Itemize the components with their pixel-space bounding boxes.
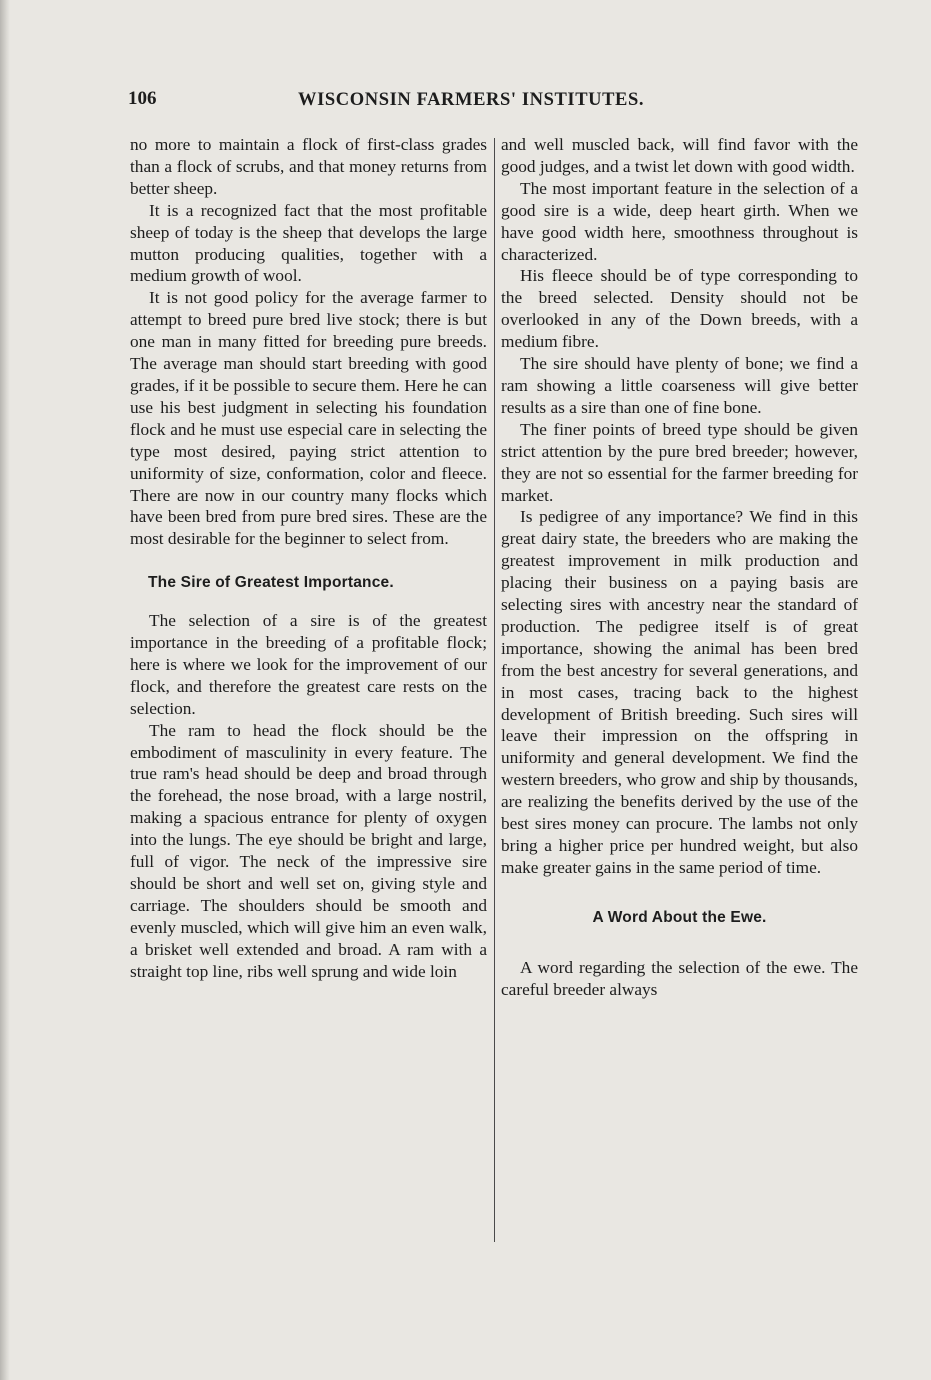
running-title: WISCONSIN FARMERS' INSTITUTES. xyxy=(298,90,645,110)
paragraph: no more to maintain a flock of first-class grades than a flock of scrubs, and that money returns from better sheep. xyxy=(130,135,487,198)
paragraph: His fleece should be of type corresponding to the breed selected. Density should not be overlooked in any of the Down breeds, with a medium fibre. xyxy=(501,266,858,352)
left-column xyxy=(130,134,487,983)
paragraph: The finer points of breed type should be given strict attention by the pure bred breeder; however, they are not so essential for the farmer breeding for market. xyxy=(501,419,858,505)
paragraph: and well muscled back, will find favor with the good judges, and a twist let down with good width. xyxy=(501,135,858,176)
paragraph: A word regarding the selection of the ewe. The careful breeder always xyxy=(501,957,858,999)
paragraph: Is pedigree of any importance? We find in this great dairy state, the breeders who are making the greatest improvement in milk production and placing their business on a paying basis are selecting sires with ancestry near the standard of production. The pedigree itself is of great importance, showing the animal has been bred from the best ancestry for several generations, and in most cases, tracing back to the highest development of British breeding. Such sires will leave their impression on the offspring in uniformity and general development. We find the western breeders, who grow and ship by thousands, are realizing the benefits derived by the use of the best sires money can procure. The lambs not only bring a higher price per hundred weight, but also make greater gains in the same period of time. xyxy=(501,507,858,877)
paragraph: The ram to head the flock should be the embodiment of masculinity in every feature. The true ram's head should be deep and broad through the forehead, the nose broad, with a large nostril, making a spacious entrance for plenty of oxygen into the lungs. The eye should be bright and large, full of vigor. The neck of the impressive sire should be short and well set on, giving style and carriage. The shoulders should be smooth and evenly muscled, which will give him an even walk, a brisket well extended and broad. A ram with a straight top line, ribs well sprung and wide loin xyxy=(130,720,487,981)
section-heading: The Sire of Greatest Importance. xyxy=(148,574,394,592)
paragraph: It is a recognized fact that the most profitable sheep of today is the sheep that develops the large mutton producing qualities, together with a medium growth of wool. xyxy=(130,200,487,286)
section-heading: A Word About the Ewe. xyxy=(592,908,767,926)
paragraph: The most important feature in the selection of a good sire is a wide, deep heart girth. When we have good width here, smoothness throughout is characterized. xyxy=(501,178,858,264)
page-header xyxy=(128,88,858,114)
right-column xyxy=(501,134,858,1001)
paragraph: The sire should have plenty of bone; we find a ram showing a little coarseness will give better results as a sire than one of fine bone. xyxy=(501,354,858,417)
page-number: 106 xyxy=(128,88,157,109)
paragraph: It is not good policy for the average farmer to attempt to breed pure bred live stock; there is but one man in many fitted for breeding pure breeds. The average man should start breeding with good grades, if it be possible to secure them. Here he can use his best judgment in selecting his foundation flock and he must use especial care in selecting the type most desired, paying strict attention to uniformity of size, conformation, color and fleece. There are now in our country many flocks which have been bred from pure bred sires. These are the most desirable for the beginner to select from. xyxy=(130,288,487,549)
paragraph: The selection of a sire is of the greatest importance in the breeding of a profitable flock; here is where we look for the improvement of our flock, and therefore the greatest care rests on the selection. xyxy=(130,611,487,718)
column-divider xyxy=(494,138,495,1242)
page-edge xyxy=(0,0,10,1380)
